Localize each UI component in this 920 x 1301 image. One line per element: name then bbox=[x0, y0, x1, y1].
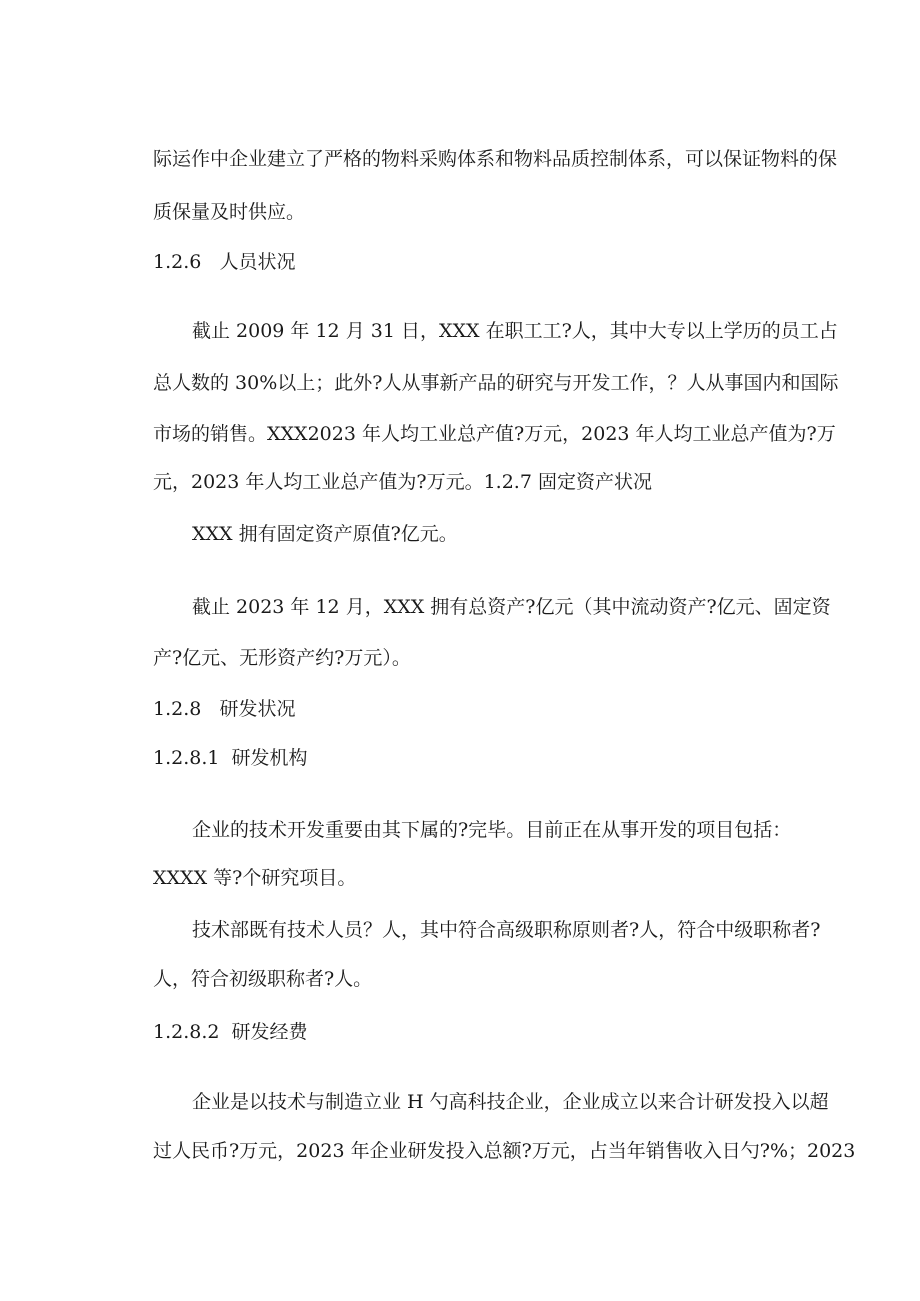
subsection-heading-1-2-8-2: 1.2.8.2 研发经费 bbox=[153, 1021, 308, 1043]
body-line: 总人数的 30%以上；此外?人从事新产品的研究与开发工作，？人从事国内和国际 bbox=[153, 372, 839, 394]
body-line: 技术部既有技术人员？人，其中符合高级职称原则者?人，符合中级职称者? bbox=[192, 919, 821, 941]
body-line: 质保量及时供应。 bbox=[153, 201, 306, 223]
body-line: 人，符合初级职称者?人。 bbox=[153, 968, 373, 990]
body-line: 市场的销售。XXX2023 年人均工业总产值?万元，2023 年人均工业总产值为?万 bbox=[153, 423, 836, 445]
section-heading-1-2-6: 1.2.6 人员状况 bbox=[153, 251, 296, 273]
body-line: XXX 拥有固定资产原值?亿元。 bbox=[192, 523, 458, 545]
body-line: XXXX 等?个研究项目。 bbox=[153, 867, 357, 889]
body-line: 元，2023 年人均工业总产值为?万元。1.2.7 固定资产状况 bbox=[153, 471, 652, 493]
body-line: 企业是以技术与制造立业 H 勺高科技企业，企业成立以来合计研发投入以超 bbox=[192, 1091, 829, 1113]
subsection-heading-1-2-8-1: 1.2.8.1 研发机构 bbox=[153, 747, 308, 769]
body-line: 企业的技术开发重要由其下属的?完毕。目前正在从事开发的项目包括： bbox=[192, 819, 792, 841]
body-line: 过人民币?万元，2023 年企业研发投入总额?万元，占当年销售收入日勺?%；2023 bbox=[153, 1140, 856, 1162]
section-heading-1-2-8: 1.2.8 研发状况 bbox=[153, 698, 296, 720]
body-line: 截止 2009 年 12 月 31 日，XXX 在职工工?人，其中大专以上学历的员工占 bbox=[192, 320, 838, 342]
body-line: 际运作中企业建立了严格的物料采购体系和物料品质控制体系，可以保证物料的保 bbox=[153, 148, 838, 170]
body-line: 产?亿元、无形资产约?万元）。 bbox=[153, 647, 411, 669]
body-line: 截止 2023 年 12 月，XXX 拥有总资产?亿元（其中流动资产?亿元、固定资 bbox=[192, 596, 831, 618]
